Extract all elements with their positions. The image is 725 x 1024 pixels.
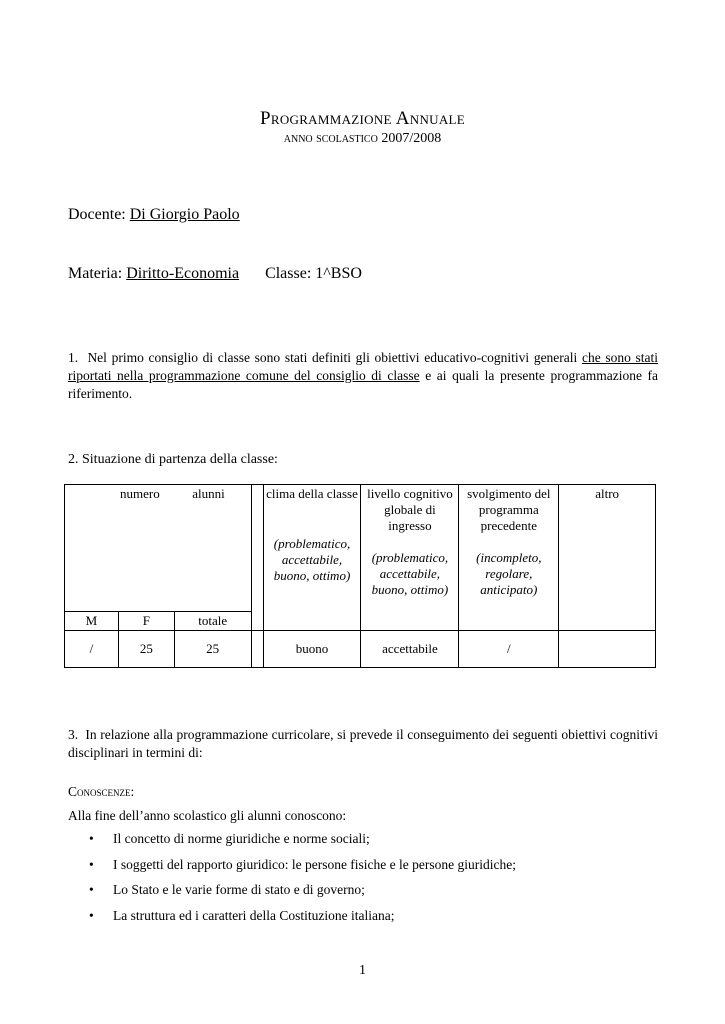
row-f: 25 — [118, 631, 174, 668]
row-altro — [559, 631, 656, 668]
starting-situation-table — [64, 484, 656, 668]
row-livello: accettabile — [361, 631, 459, 668]
list-item-text: Lo Stato e le varie forme di stato e di governo; — [113, 882, 365, 897]
section-2-colon: : — [274, 452, 278, 467]
header-livello: livello cognitivo globale di ingresso — [367, 486, 453, 533]
table-gap-column — [251, 485, 263, 631]
bullet-icon: • — [89, 907, 94, 923]
knowledge-list — [68, 826, 516, 928]
level-header-cell — [361, 485, 459, 631]
bullet-icon: • — [89, 831, 94, 846]
page-number: 1 — [359, 963, 366, 978]
program-header-cell — [459, 485, 559, 631]
teacher-label: Docente: — [68, 206, 126, 223]
class-label: Classe: — [265, 265, 312, 282]
header-svolgimento: svolgimento del programma precedente — [467, 486, 551, 533]
school-year: anno scolastico 2007/2008 — [283, 131, 442, 146]
other-header-cell — [559, 485, 656, 631]
section-3-bold: obiettivi cognitivi disciplinari — [68, 727, 659, 760]
sub-f: F — [118, 612, 174, 631]
table-row — [65, 631, 656, 668]
knowledge-title: Conoscenze — [68, 784, 131, 799]
students-header-cell — [65, 485, 252, 612]
knowledge-heading — [68, 784, 134, 800]
row-clima: buono — [263, 631, 361, 668]
row-gap — [251, 631, 263, 668]
climate-header-cell — [263, 485, 361, 631]
header-numero: numero — [120, 486, 160, 501]
row-svolgimento: / — [459, 631, 559, 668]
section-2-heading — [68, 452, 278, 468]
bullet-icon: • — [89, 856, 94, 872]
list-item — [68, 826, 516, 852]
teacher-line — [68, 206, 240, 224]
row-totale: 25 — [174, 631, 251, 668]
table-header-row — [65, 485, 656, 612]
section-1-text-a: Nel primo consiglio di classe sono stati definiti gli — [87, 350, 370, 365]
section-1-bold: obiettivi educativo-cognitivi generali — [374, 350, 578, 365]
header-alunni: alunni — [192, 486, 225, 501]
sub-m: M — [65, 612, 119, 631]
section-3-paragraph — [68, 726, 658, 762]
header-clima: clima della classe — [266, 486, 358, 501]
list-item — [68, 877, 516, 903]
subject-value: Diritto-Economia — [126, 265, 240, 282]
list-item-text: La struttura ed i caratteri della Costituzione italiana; — [113, 907, 395, 923]
document-title: Programmazione Annuale — [259, 108, 466, 129]
list-item — [68, 852, 516, 878]
header-svolgimento-hint: (incompleto, regolare, anticipato) — [476, 550, 542, 597]
section-1-text-b: e ai quali la presente programmazione fa riferimento. — [68, 368, 659, 401]
subject-label: Materia: — [68, 265, 123, 282]
section-2-title: 2. Situazione di partenza della classe — [68, 452, 275, 467]
section-3-text-b: in termini di: — [132, 745, 203, 760]
row-m: / — [65, 631, 119, 668]
section-3-number: 3. — [68, 727, 79, 742]
teacher-name: Di Giorgio Paolo — [129, 206, 240, 223]
class-value: 1^BSO — [315, 265, 362, 282]
section-1-paragraph — [68, 349, 658, 403]
list-item-text: I soggetti del rapporto giuridico: le persone fisiche e le persone giuridiche; — [113, 856, 516, 872]
section-3-text-a: In relazione alla programmazione curricolare, si prevede il conseguimento dei seguenti — [85, 727, 558, 742]
header-livello-hint: (problematico, accettabile, buono, ottimo) — [371, 550, 449, 597]
bullet-icon: • — [89, 882, 94, 897]
header-altro: altro — [595, 486, 620, 501]
section-1-underlined: che sono stati riportati nella programmazione comune del consiglio di classe — [68, 350, 658, 383]
sub-totale: totale — [174, 612, 251, 631]
header-clima-hint: (problematico, accettabile, buono, ottimo) — [273, 536, 351, 583]
list-item-text: Il concetto di norme giuridiche e norme sociali; — [113, 831, 370, 846]
section-1-number: 1. — [68, 350, 79, 365]
knowledge-colon: : — [130, 784, 135, 799]
knowledge-intro: Alla fine dell’anno scolastico gli alunni conoscono: — [68, 808, 347, 823]
list-item — [68, 903, 516, 929]
subject-line — [68, 265, 362, 283]
